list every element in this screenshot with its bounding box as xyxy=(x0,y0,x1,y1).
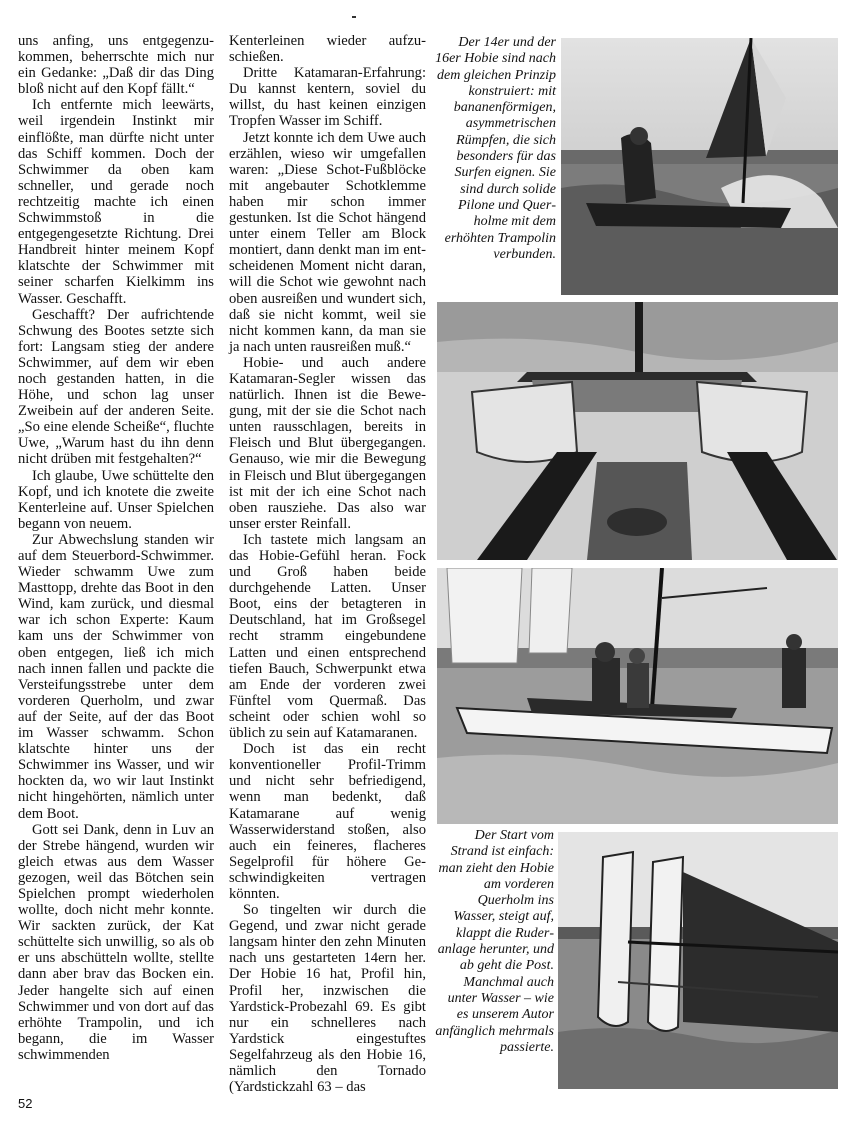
top-mark xyxy=(352,16,356,18)
paragraph: Ich entfernte mich leewärts, weil irgendein Instinkt mir einflößte, man dürfte nicht unter das Schiff kommen. Doch der Schwimmer da oben kam schneller, und gerade noch rechtzeitig machte ich einen Schwimmstoß in die entgegengesetzte Richtung. Drei Handbreit hinter meinem Kopf klatschte der Schwimmer mit seiner scharfen Kielkimm ins Wasser. Geschafft. xyxy=(18,97,214,307)
paragraph: Jetzt konnte ich dem Uwe auch erzählen, wieso wir umgefallen waren: „Diese Schot-Fußblöcke mit angebauter Schotklemme haben mir schon immer gestunken. Ist die Schot hängend unter einem Teller am Block montiert, dann denkt man im entscheidenen Moment nicht daran, will die Schot wie gewohnt nach oben ausreißen und wundert sich, daß sie nicht kommt, weil sie nicht kommen kann, da man sie ja nach unten rausreißen muß.“ xyxy=(229,129,426,355)
paragraph: Hobie- und auch andere Katamaran-Segler wissen das natürlich. Ihnen ist die Bewegung, mit der sie die Schot nach unten rausschlagen, bereits in Fleisch und Blut übergegangen. Genauso, wie mir die Bewegung in Fleisch und Blut übergegangen ist mit der ich eine Schot nach oben rausziehe. Das also war unser erster Reinfall. xyxy=(229,354,426,532)
paragraph: Ich glaube, Uwe schüttelte den Kopf, und ich knotete die zweite Kenterleine auf. Unser Spielchen begann von neuem. xyxy=(18,467,214,532)
photo-catamaran-heeling xyxy=(561,38,838,295)
text-column-1 xyxy=(18,33,214,1063)
paragraph: Geschafft? Der aufrichtende Schwung des Bootes setzte sich fort: Langsam stieg der andere Schwimmer, auf dem wir eben noch gestanden hatten, in die Höhe, und schon lag unser Zweibein auf der anderen Seite. „So eine elende Scheiße“, fluchte Uwe, „Warum hast du ihn denn nicht drüben mit festgehalten?“ xyxy=(18,306,214,468)
caption-bottom: Der Start vom Strand ist einfach: man zieht den Hobie am vorderen Querholm ins Wasser, steigt auf, klappt die Ruderanlage herunter, und ab geht die Post. Manchmal auch unter Wasser – wie es unserem Autor anfänglich mehrmals passierte. xyxy=(435,828,554,1055)
photo-catamaran-on-beach xyxy=(437,302,838,560)
paragraph: Ich tastete mich langsam an das Hobie-Gefühl heran. Fock und Groß haben beide durchgehende Latten. Unser Boot, eins der betagteren in Deutschland, hat im Großsegel recht stramm eingebundene Latten und einen entsprechend tiefen Bauch, Schwerpunkt etwa am Ende der vorderen zwei Fünftel vom Quermaß. Das scheint oder schien wohl so üblich zu sein auf Katamaranen. xyxy=(229,531,426,742)
photo-catamaran-launch-crew xyxy=(437,568,838,824)
caption-top: Der 14er und der 16er Hobie sind nach dem gleichen Prinzip konstruiert: mit bananenförmigen, asymmetrischen Rümpfen, die sich besonders für das Surfen eignen. Sie sind durch solide Pilone und Querholme mit dem erhöhten Trampolin verbunden. xyxy=(435,35,556,262)
paragraph: Dritte Katamaran-Erfahrung: Du kannst kentern, soviel du willst, du hast keinen einzigen Tropfen Wasser im Schiff. xyxy=(229,65,426,130)
paragraph: Kenterleinen wieder aufzuschießen. xyxy=(229,33,426,66)
paragraph: Zur Abwechslung standen wir auf dem Steuerbord-Schwimmer. Wieder schwamm Uwe zum Masttopp, drehte das Boot in den Wind, kam zurück, und diesmal war ich schon Experte: Kaum kam uns der Schwimmer von oben entgegen, ließ ich mich nach innen fallen und packte die Versteifungsstrebe unter dem vorderen Querholm, und zwar auf der Seite, auf der das Boot im Wasser schwamm. Schon klatschte hinter uns der Schwimmer ins Wasser, und wir hockten da, wo wir laut Instinkt nicht hingehörten, nämlich unter dem Boot. xyxy=(18,531,214,822)
paragraph: Gott sei Dank, denn in Luv an der Strebe hängend, wurden wir gleich etwas aus dem Wasser gezogen, weil das Bötchen sein Spielchen prompt wiederholen wollte, doch nicht mehr konnte. Wir sackten zurück, der Kat schüttelte sich unwillig, so als ob er uns abschütteln wollte, stellte dann aber brav das Bocken ein. Jeder hangelte sich auf einen Schwimmer und von dort auf das erhöhte Trampolin, und ich begann, die im Wasser schwimmenden xyxy=(18,821,214,1063)
paragraph: Doch ist das ein recht konventioneller Profil-Trimm und nicht sehr befriedigend, wenn man bedenkt, daß Katamarane auf wenig Wasserwiderstand stoßen, also auch ein feineres, flacheres Segelprofil für höhere Geschwindigkeiten vertragen könnten. xyxy=(229,741,426,902)
paragraph: So tingelten wir durch die Gegend, und zwar nicht gerade langsam hinter den zehn Minuten nach uns gestarteten 14ern her. Der Hobie 16 hat, Profil hin, Profil her, inzwischen die Yardstick-Probezahl 69. Es gibt nur ein schnelleres nach Yardstick eingestuftes Segelfahrzeug als den Hobie 16, nämlich den Tornado (Yardstickzahl 63 – das xyxy=(229,902,426,1096)
text-column-2 xyxy=(229,33,426,1095)
photo-catamaran-capsized xyxy=(558,832,838,1089)
page-number: 52 xyxy=(18,1096,33,1111)
paragraph: uns anfing, uns entgegenzukommen, beherrschte mich nur ein Gedanke: „Daß dir das Ding bloß nicht auf den Kopf fällt.“ xyxy=(18,33,214,98)
